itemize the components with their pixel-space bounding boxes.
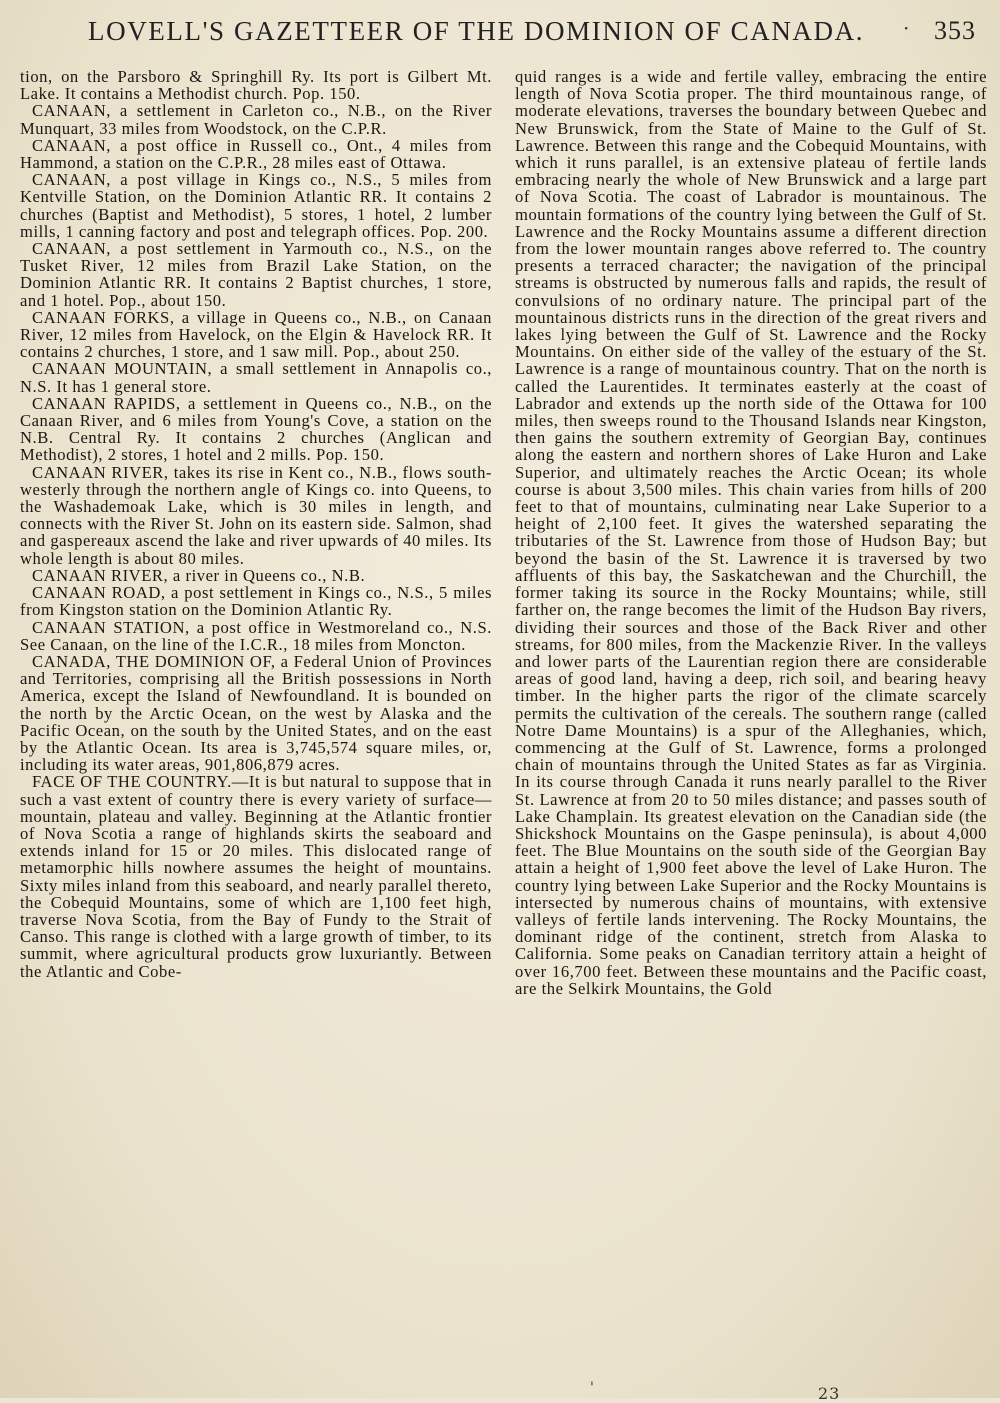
right-column xyxy=(515,68,987,997)
entry-paragraph: CANAAN, a post village in Kings co., N.S., 5 miles from Kentville Station, on the Dominion Atlantic RR. It contains 2 churches (Baptist and Methodist), 5 stores, 1 hotel, 2 lumber mills, 1 canning factory and post and telegraph offices. Pop. 200. xyxy=(20,170,492,241)
running-title: LOVELL'S GAZETTEER OF THE DOMINION OF CANADA. xyxy=(88,16,865,46)
header-dot: · xyxy=(903,16,910,40)
signature-mark: ' xyxy=(590,1380,594,1396)
page-number: 353 xyxy=(934,16,976,45)
section-paragraph: FACE OF THE COUNTRY.—It is but natural to suppose that in such a vast extent of country there is every variety of surface—mountain, plateau and valley. Beginning at the Atlantic frontier of Nova Scotia a range of highlands skirts the seaboard and extends inland for 15 or 20 miles. This dislocated range of metamorphic hills nowhere assumes the height of mountains. Sixty miles inland from this seaboard, and nearly parallel thereto, the Cobequid Mountains, some of which are 1,100 feet high, traverse Nova Scotia, from the Bay of Fundy to the Strait of Canso. This range is clothed with a large growth of timber, to its summit, where agricultural products grow luxuriantly. Between the Atlantic and Cobe- xyxy=(20,772,492,981)
entry-paragraph: CANAAN RIVER, takes its rise in Kent co., N.B., flows south-westerly through the northern angle of Kings co. into Queens, to the Washademoak Lake, which is 30 miles in length, and connects with the River St. John on its eastern side. Salmon, shad and gaspereaux ascend the lake and river upwards of 40 miles. Its whole length is about 80 miles. xyxy=(20,462,492,568)
entry-paragraph: CANAAN STATION, a post office in Westmoreland co., N.S. See Canaan, on the line of the I.C.R., 18 miles from Moncton. xyxy=(20,617,492,654)
entry-paragraph: CANAAN FORKS, a village in Queens co., N.B., on Canaan River, 12 miles from Havelock, on the Elgin & Havelock RR. It contains 2 churches, 1 store, and 1 saw mill. Pop., about 250. xyxy=(20,307,492,362)
signature-number: 23 xyxy=(818,1384,841,1403)
entry-paragraph: CANAAN, a post office in Russell co., Ont., 4 miles from Hammond, a station on the C.P.R., 28 miles east of Ottawa. xyxy=(20,135,492,173)
entry-paragraph: CANAAN MOUNTAIN, a small settlement in Annapolis co., N.S. It has 1 general store. xyxy=(20,359,492,396)
entry-paragraph: CANAAN, a settlement in Carleton co., N.B., on the River Munquart, 33 miles from Woodstock, on the C.P.R. xyxy=(20,101,492,138)
entry-paragraph: CANAAN RAPIDS, a settlement in Queens co., N.B., on the Canaan River, and 6 miles from Young's Cove, a station on the N.B. Central Ry. It contains 2 churches (Anglican and Methodist), 2 stores, 1 hotel and 2 mills. Pop. 150. xyxy=(20,393,492,465)
entry-paragraph: CANADA, THE DOMINION OF, a Federal Union of Provinces and Territories, comprising all the British possessions in North America, except the Island of Newfoundland. It is bounded on the north by the Arctic Ocean, on the west by Alaska and the Pacific Ocean, on the south by the United States, and on the east by the Atlantic Ocean. Its area is 3,745,574 square miles, or, including its water areas, 901,806,879 acres. xyxy=(20,651,492,775)
left-column xyxy=(20,68,492,980)
entry-paragraph: CANAAN RIVER, a river in Queens co., N.B. xyxy=(32,565,366,585)
entry-paragraph: tion, on the Parsboro & Springhill Ry. Its port is Gilbert Mt. Lake. It contains a Methodist church. Pop. 150. xyxy=(20,67,492,104)
entry-paragraph: CANAAN ROAD, a post settlement in Kings co., N.S., 5 miles from Kingston station on the Dominion Atlantic Ry. xyxy=(20,583,492,620)
entry-paragraph: CANAAN, a post settlement in Yarmouth co., N.S., on the Tusket River, 12 miles from Brazil Lake Station, on the Dominion Atlantic RR. It contains 2 Baptist churches, 1 store, and 1 hotel. Pop., about 150. xyxy=(20,239,492,310)
section-paragraph: quid ranges is a wide and fertile valley, embracing the entire length of Nova Scotia proper. The third mountainous range, of moderate elevations, traverses the boundary between Quebec and New Brunswick, from the State of Maine to the Gulf of St. Lawrence. Between this range and the Cobequid Mountains, with which it runs parallel, is an extensive plateau of fertile lands embracing nearly the whole of New Brunswick and a large part of Nova Scotia. The coast of Labrador is mountainous. The mountain formations of the country lying between the Gulf of St. Lawrence and the Rocky Mountains assume a different direction from the lower mountain ranges above referred to. The country presents a terraced character; the navigation of the principal streams is obstructed by numerous falls and rapids, the result of convulsions of no ordinary nature. The principal part of the mountainous districts runs in the direction of the great rivers and lakes lying between the Gulf of St. Lawrence and the Rocky Mountains. On either side of the valley of the estuary of the St. Lawrence is a range of mountainous country. That on the north is called the Laurentides. It terminates easterly at the coast of Labrador and extends up the north side of the Ottawa for 100 miles, then sweeps round to the Thousand Islands near Kingston, then gains the southern extremity of Georgian Bay, continues along the eastern and northern shores of Lake Huron and Lake Superior, and ultimately reaches the Arctic Ocean; its whole course is about 3,500 miles. This chain varies from hills of 200 feet to that of mountains, culminating near Lake Superior to a height of 2,100 feet. It gives the watershed separating the tributaries of the St. Lawrence from those of Hudson Bay; but beyond the basin of the St. Lawrence it is traversed by two affluents of this bay, the Saskatchewan and the Churchill, the former taking its source in the Rocky Mountains; while, still farther on, the range becomes the limit of the Hudson Bay rivers, dividing their sources and those of the Back River and other streams, for 800 miles, from the Mackenzie River. In the valleys and lower parts of the Laurentian region there are considerable areas of good land, having a deep, rich soil, and bearing heavy timber. In the higher parts the rigor of the climate scarcely permits the cultivation of the cereals. The southern range (called Notre Dame Mountains) is a spur of the Alleghanies, which, commencing at the Gulf of St. Lawrence, forms a prolonged chain of mountains through the United States as far as Virginia. In its course through Canada it runs nearly parallel to the River St. Lawrence at from 20 to 50 miles distance; and passes south of Lake Champlain. Its greatest elevation on the Canadian side (the Shickshock Mountains on the Gaspe peninsula), is about 4,000 feet. The Blue Mountains on the south side of the Georgian Bay attain a height of 1,900 feet above the level of Lake Huron. The country lying between Lake Superior and the Rocky Mountains is intersected by numerous chains of mountains, with extensive valleys of fertile lands intervening. The Rocky Mountains, the dominant ridge of the continent, stretch from Alaska to California. Some peaks on Canadian territory attain a height of over 16,700 feet. Between these mountains and the Pacific coast, are the Selkirk Mountains, the Gold xyxy=(515,67,987,998)
running-header xyxy=(0,14,1000,50)
